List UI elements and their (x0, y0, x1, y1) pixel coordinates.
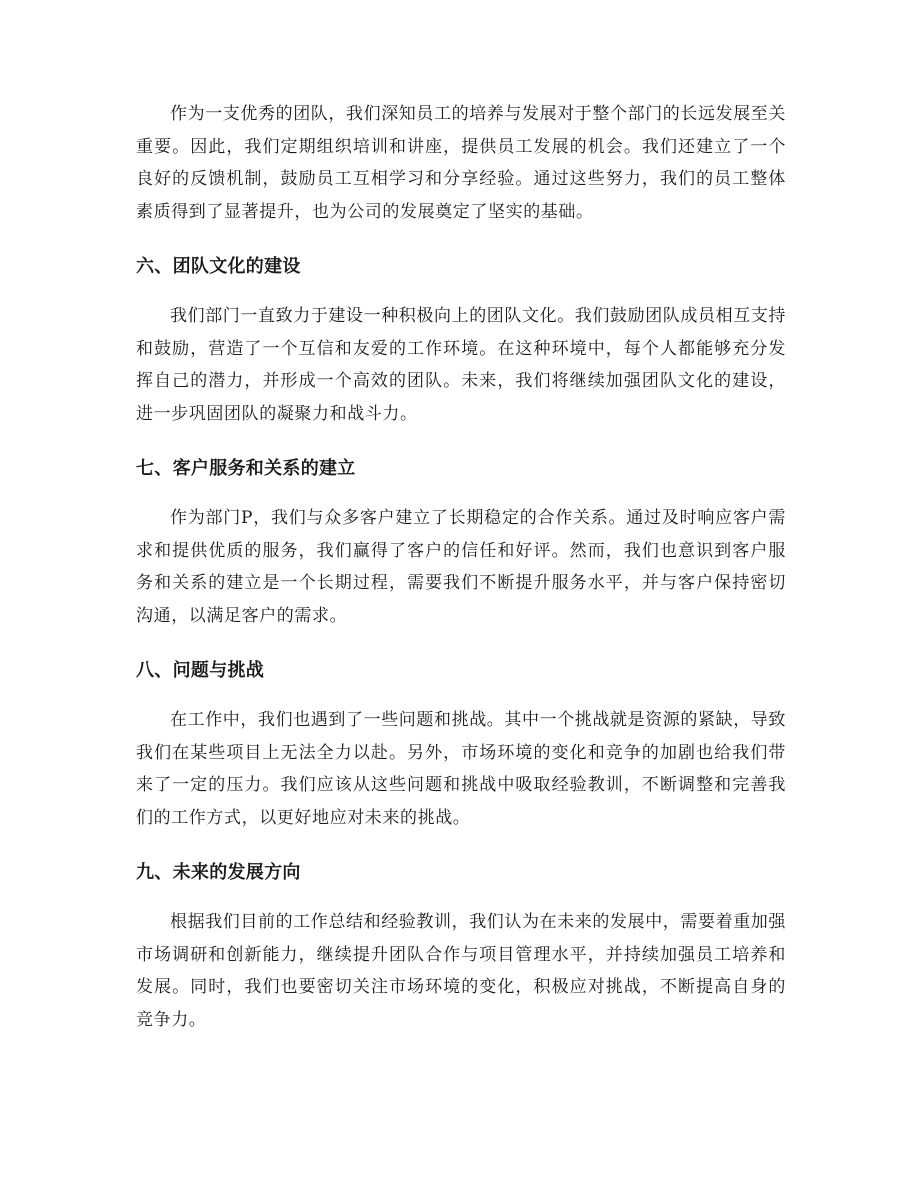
spacer (136, 482, 786, 502)
intro-paragraph: 作为一支优秀的团队，我们深知员工的培养与发展对于整个部门的长远发展至关重要。因此，我们定期组织培训和讲座，提供员工发展的机会。我们还建立了一个良好的反馈机制，鼓励员工互相学习和分享经验。通过这些努力，我们的员工整体素质得到了显著提升，也为公司的发展奠定了坚实的基础。 (136, 104, 786, 222)
section-paragraph-customer-service: 作为部门P，我们与众多客户建立了长期稳定的合作关系。通过及时响应客户需求和提供优质的服务，我们赢得了客户的信任和好评。然而，我们也意识到客户服务和关系的建立是一个长期过程，需要我们不断提升服务水平，并与客户保持密切沟通，以满足客户的需求。 (136, 508, 786, 626)
spacer (136, 834, 786, 860)
spacer (136, 430, 786, 456)
spacer (136, 632, 786, 658)
section-paragraph-team-culture: 我们部门一直致力于建设一种积极向上的团队文化。我们鼓励团队成员相互支持和鼓励，营造了一个互信和友爱的工作环境。在这种环境中，每个人都能够充分发挥自己的潜力，并形成一个高效的团队。未来，我们将继续加强团队文化的建设，进一步巩固团队的凝聚力和战斗力。 (136, 306, 786, 424)
document-body (136, 98, 786, 1036)
spacer (136, 280, 786, 300)
spacer (136, 886, 786, 906)
section-paragraph-future-direction: 根据我们目前的工作总结和经验教训，我们认为在未来的发展中，需要着重加强市场调研和创新能力，继续提升团队合作与项目管理水平，并持续加强员工培养和发展。同时，我们也要密切关注市场环境的变化，积极应对挑战，不断提高自身的竞争力。 (136, 912, 786, 1030)
section-heading-future-direction: 九、未来的发展方向 (136, 862, 301, 883)
spacer (136, 684, 786, 704)
section-heading-problems-challenges: 八、问题与挑战 (136, 660, 265, 681)
section-heading-customer-service: 七、客户服务和关系的建立 (136, 458, 356, 479)
section-heading-team-culture: 六、团队文化的建设 (136, 256, 301, 277)
section-paragraph-problems-challenges: 在工作中，我们也遇到了一些问题和挑战。其中一个挑战就是资源的紧缺，导致我们在某些项目上无法全力以赴。另外，市场环境的变化和竞争的加剧也给我们带来了一定的压力。我们应该从这些问题和挑战中吸取经验教训，不断调整和完善我们的工作方式，以更好地应对未来的挑战。 (136, 710, 786, 828)
spacer (136, 228, 786, 254)
